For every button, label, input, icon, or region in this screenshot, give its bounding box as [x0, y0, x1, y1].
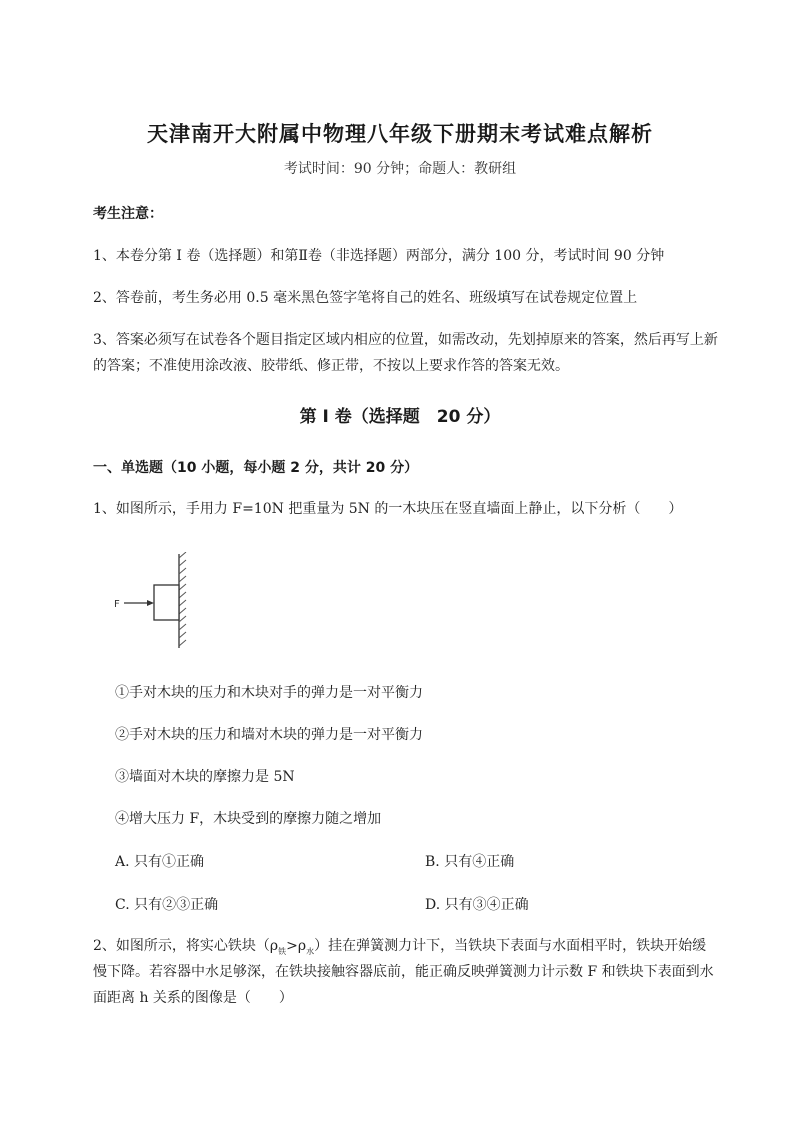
- question-2-line-1: [93, 935, 706, 957]
- force-label: F: [114, 599, 120, 610]
- option-b: B. 只有④正确: [425, 854, 515, 870]
- notice-heading: 考生注意：: [93, 206, 163, 222]
- option-c: C. 只有②③正确: [115, 897, 219, 913]
- notice-item-2: 2、答卷前，考生务必用 0.5 毫米黑色签字笔将自己的姓名、班级填写在试卷规定位置上: [93, 290, 638, 306]
- rho-water-subscript: 水: [306, 946, 315, 956]
- q2-text-a: 2、如图所示，将实心铁块（ρ: [93, 938, 279, 954]
- question-2-line-2: 慢下降。若容器中水足够深，在铁块接触容器底前，能正确反映弹簧测力计示数 F 和铁块下表面到水: [93, 964, 714, 980]
- question-1-stem: 1、如图所示，手用力 F=10N 把重量为 5N 的一木块压在竖直墙面上静止，以下分析（ ）: [93, 501, 683, 517]
- statement-2: ②手对木块的压力和墙对木块的弹力是一对平衡力: [115, 727, 423, 743]
- section-title: 第 I 卷（选择题 20 分）: [299, 407, 501, 427]
- statement-1: ①手对木块的压力和木块对手的弹力是一对平衡力: [115, 685, 423, 701]
- question-1-figure: [112, 552, 202, 656]
- q2-text-b: >ρ: [286, 938, 307, 954]
- option-a: A. 只有①正确: [115, 854, 205, 870]
- question-2-line-3: 面距离 h 关系的图像是（ ）: [93, 990, 293, 1006]
- q2-text-c: ）挂在弹簧测力计下，当铁块下表面与水面相平时，铁块开始缓: [314, 938, 707, 954]
- document-title: 天津南开大附属中物理八年级下册期末考试难点解析: [147, 122, 653, 146]
- wall-hatching: [179, 552, 186, 646]
- part-heading: 一、单选题（10 小题，每小题 2 分，共计 20 分）: [93, 460, 419, 476]
- rho-iron-subscript: 铁: [278, 946, 287, 956]
- force-arrow-head: [147, 600, 154, 606]
- exam-info: 考试时间：90 分钟；命题人：教研组: [283, 161, 517, 177]
- statement-4: ④增大压力 F，木块受到的摩擦力随之增加: [115, 811, 382, 827]
- wood-block: [154, 585, 179, 620]
- notice-item-1: 1、本卷分第 I 卷（选择题）和第Ⅱ卷（非选择题）两部分，满分 100 分，考试时间 90 分钟: [93, 248, 665, 264]
- notice-item-3-cont: 的答案；不准使用涂改液、胶带纸、修正带，不按以上要求作答的答案无效。: [93, 358, 569, 374]
- notice-item-3: 3、答案必须写在试卷各个题目指定区域内相应的位置，如需改动，先划掉原来的答案，然后再写上新: [93, 332, 718, 348]
- force-diagram: [112, 552, 202, 652]
- statement-3: ③墙面对木块的摩擦力是 5N: [115, 769, 295, 785]
- option-d: D. 只有③④正确: [425, 897, 529, 913]
